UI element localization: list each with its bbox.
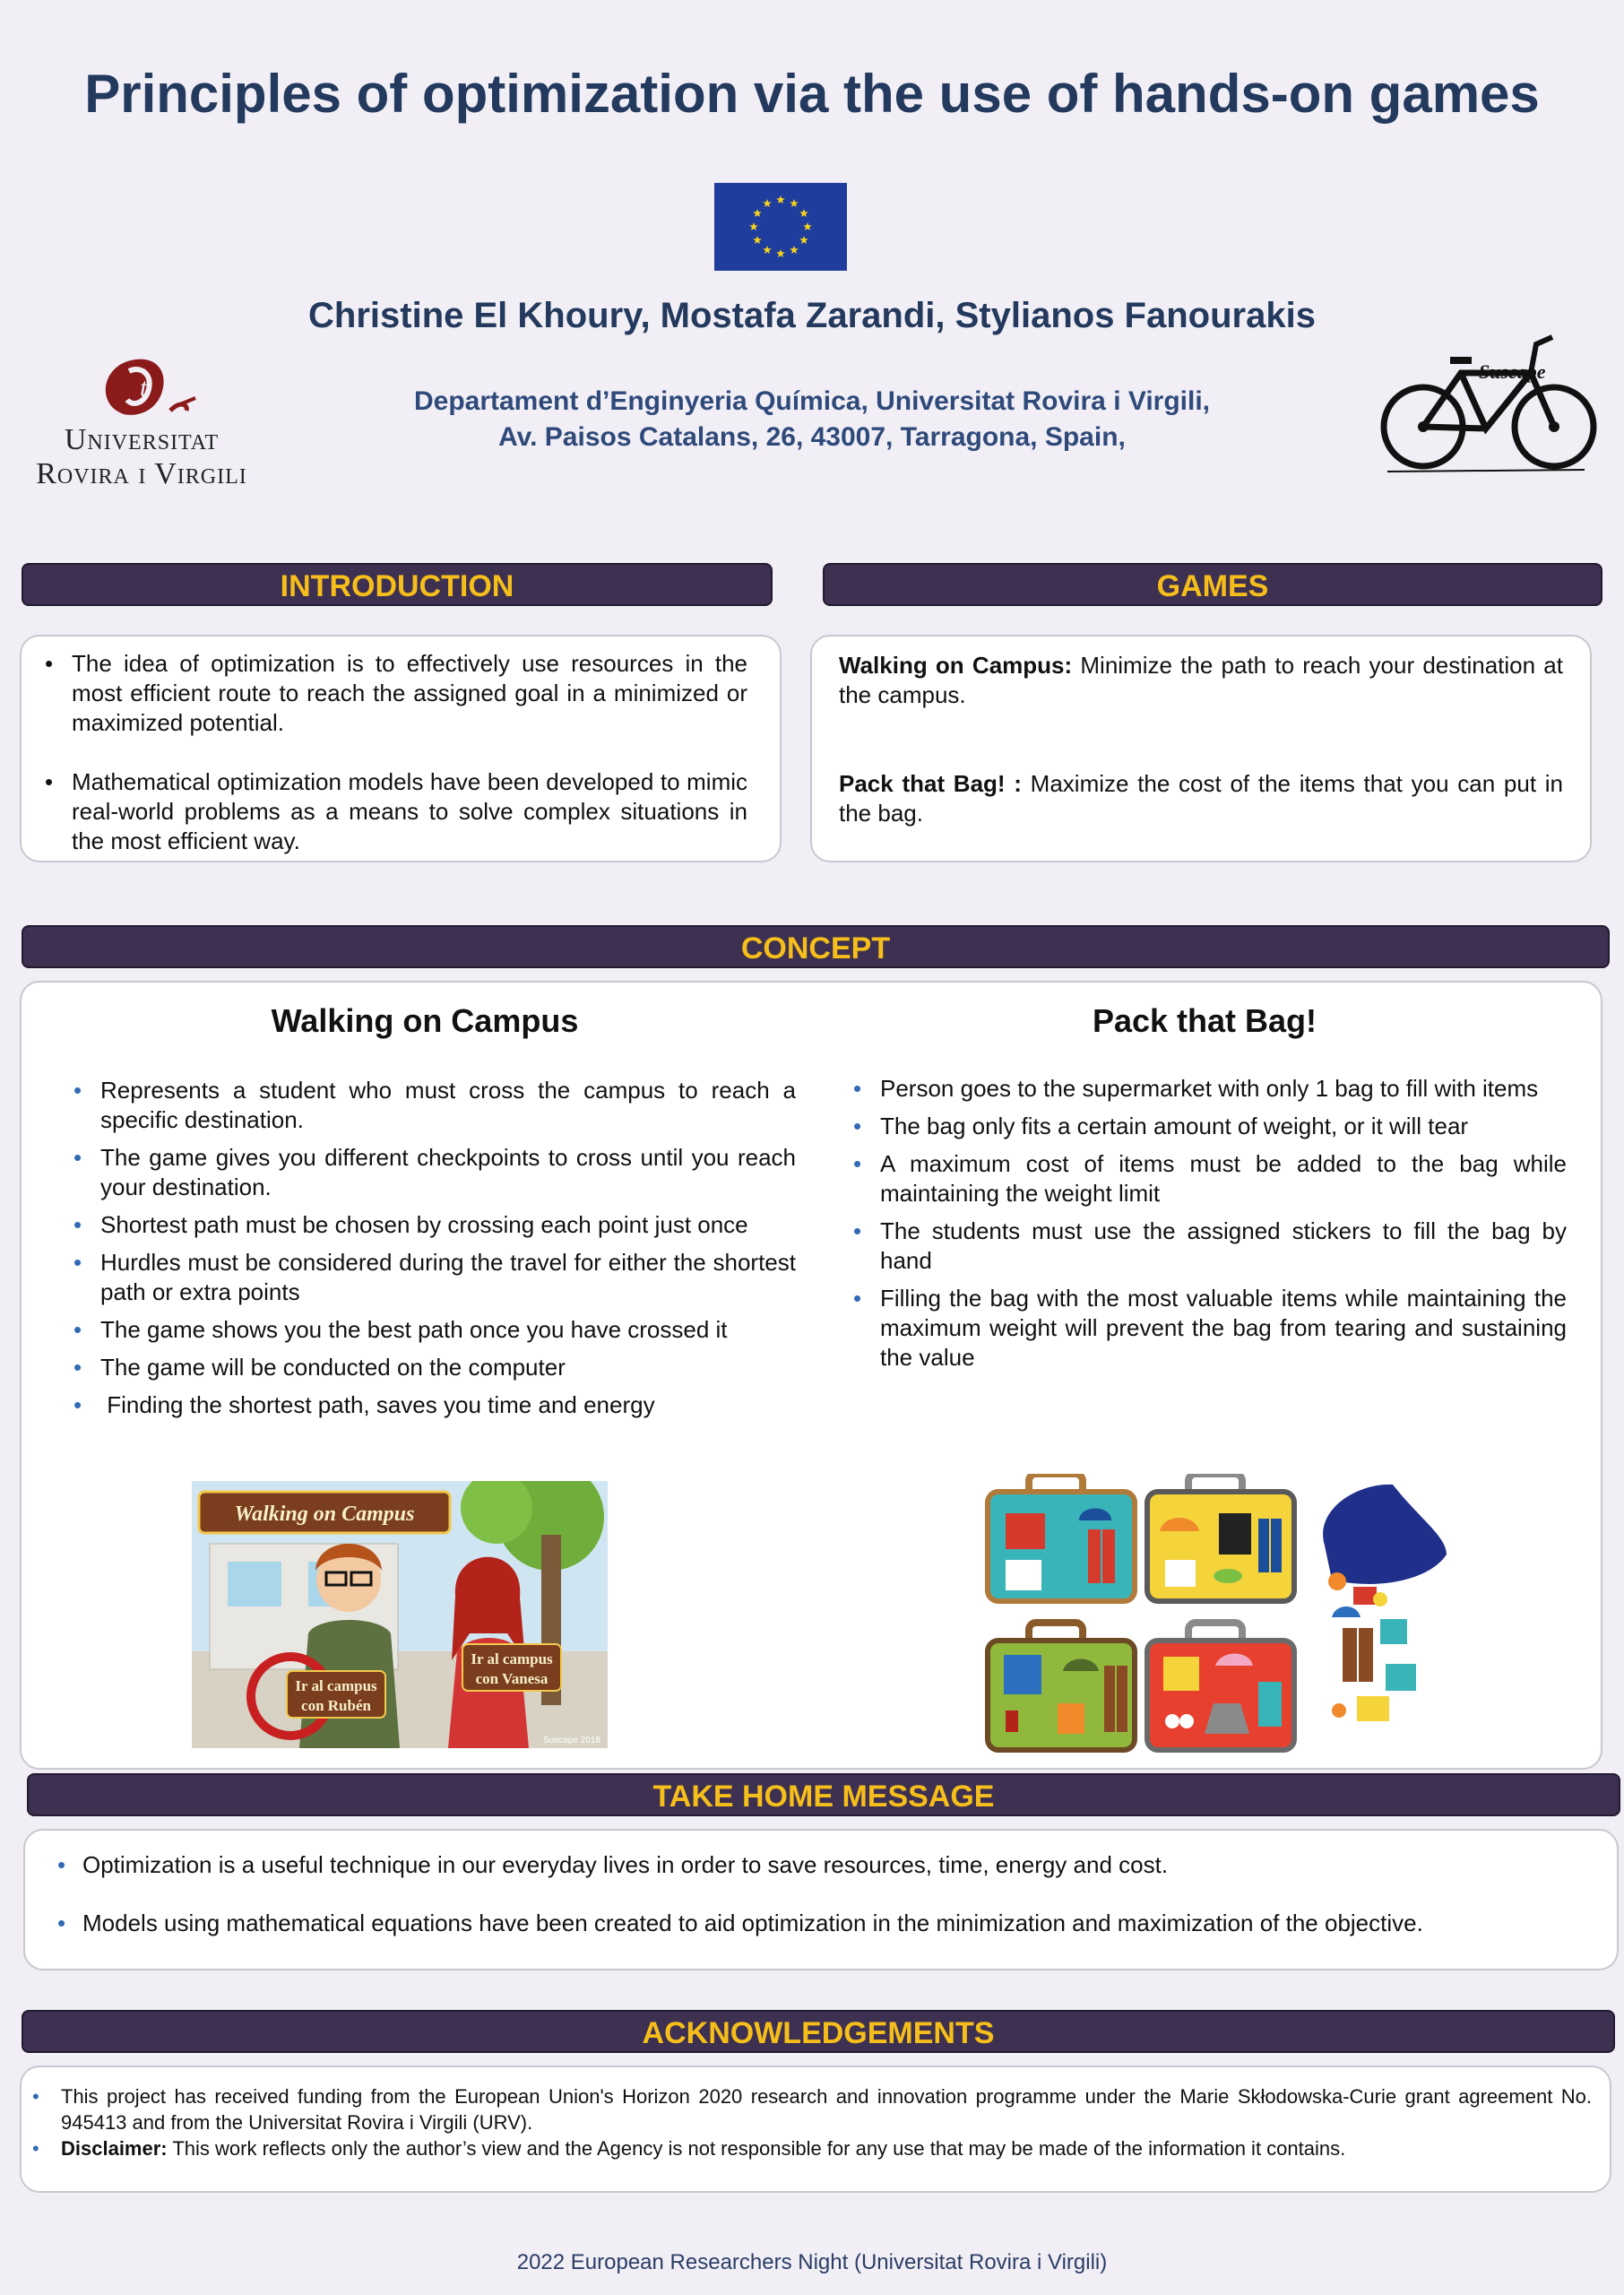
bullet-dot-icon: • [57,1851,66,1878]
take-home-list [57,1850,1588,1967]
bag-navy [1323,1485,1447,1606]
list-item: • The game shows you the best path once you have crossed it [73,1316,728,1343]
bullet-dot-icon: • [73,1391,82,1418]
bullet-dot-icon: • [853,1113,862,1139]
list-item: • The idea of optimization is to effectively use resources in the most efficient route to reach the assigned goal in a minimized or maximized potential. [45,650,747,736]
suitcase-teal [988,1474,1135,1601]
affiliation [269,384,1355,455]
footer: 2022 European Researchers Night (Universitat Rovira i Virgili) [516,2250,1108,2274]
list-item: • Hurdles must be considered during the travel for either the shortest path or extra points [73,1249,796,1305]
bike-label: Suscape [1479,360,1546,383]
urv-name-line-1: Universitat [64,423,220,456]
list-item: • Person goes to the supermarket with only 1 bag to fill with items [853,1075,1539,1102]
list-item: • Optimization is a useful technique in our everyday lives in order to save resources, time, energy and cost. [57,1851,1169,1878]
bullet-dot-icon: • [73,1354,82,1381]
list-item: • Represents a student who must cross the campus to reach a specific destination. [73,1077,796,1133]
sign-right-line-1: Ir al campus [471,1650,553,1667]
loose-stickers [1332,1606,1416,1721]
list-item: • Mathematical optimization models have been developed to mimic real-world problems as a means to solve complex situations in the most efficient way. [45,768,747,854]
list-item: • The students must use the assigned stickers to fill the bag by hand [853,1217,1567,1274]
bullet-dot-icon: • [57,1910,66,1936]
bullet-dot-icon: • [853,1075,862,1102]
bullet-dot-icon: • [32,2137,39,2160]
walking-list [73,1076,796,1428]
sign-left-line-2: con Rubén [301,1697,371,1714]
poster-title: Principles of optimization via the use of hands-on games [84,64,1540,124]
pack-list [853,1074,1567,1381]
list-item: • A maximum cost of items must be added to the bag while maintaining the weight limit [853,1150,1567,1207]
image-credit: Suscape 2018 [543,1736,600,1745]
sign-left-line-1: Ir al campus [295,1677,377,1694]
suitcase-yellow [1147,1474,1294,1601]
concept-box [20,981,1602,1770]
list-item: • Disclaimer: This work reflects only the author’s view and the Agency is not responsible for any use that may be made of the information it contains. [32,2137,1346,2160]
walking-on-campus-image [192,1481,608,1748]
bullet-dot-icon: • [45,650,54,677]
game-item-pack: Pack that Bag! : Maximize the cost of the items that you can put in the bag. [839,770,1563,827]
list-item: • Finding the shortest path, saves you time and energy [73,1391,655,1418]
urv-name [25,423,258,491]
bullet-dot-icon: • [73,1316,82,1343]
urv-name-line-2: Rovira i Virgili [36,457,247,490]
list-item: • Models using mathematical equations have been created to aid optimization in the minimization and maximization of the objective. [57,1910,1423,1936]
pack-that-bag-image [980,1474,1464,1754]
eu-flag-icon [714,183,847,271]
bullet-dot-icon: • [73,1249,82,1276]
suitcase-green [988,1623,1135,1750]
image-banner-text: Walking on Campus [234,1503,415,1526]
bullet-dot-icon: • [853,1150,862,1177]
games-heading: GAMES [823,563,1602,606]
acknowledgements-box [20,2066,1611,2193]
bullet-dot-icon: • [853,1217,862,1244]
games-box [810,635,1592,862]
bullet-dot-icon: • [45,768,54,795]
bullet-dot-icon: • [73,1211,82,1238]
introduction-box [20,635,782,862]
bullet-dot-icon: • [853,1285,862,1312]
suscape-bike-logo [1378,328,1604,481]
take-home-heading: TAKE HOME MESSAGE [27,1773,1620,1816]
concept-heading: CONCEPT [22,925,1610,968]
affiliation-line-1: Departament d’Enginyeria Química, Universitat Rovira i Virgili, [413,386,1211,416]
svg-text:t: t [140,373,148,403]
introduction-heading: INTRODUCTION [22,563,773,606]
list-item: • Shortest path must be chosen by crossing each point just once [73,1211,748,1238]
authors: Christine El Khoury, Mostafa Zarandi, Stylianos Fanourakis [308,296,1316,335]
take-home-box [23,1829,1619,1970]
bullet-dot-icon: • [73,1144,82,1171]
list-item: • Filling the bag with the most valuable items while maintaining the maximum weight will prevent the bag from tearing and sustaining the value [853,1285,1567,1371]
game-item-walking: Walking on Campus: Minimize the path to reach your destination at the campus. [839,652,1563,708]
bullet-dot-icon: • [73,1077,82,1104]
pack-title: Pack that Bag! [1092,1002,1317,1039]
acknowledgements-list [32,2083,1592,2161]
affiliation-line-2: Av. Paisos Catalans, 26, 43007, Tarragona, Spain, [498,422,1126,452]
sign-right-line-2: con Vanesa [475,1670,549,1687]
urv-emblem-icon [88,351,222,421]
walking-title: Walking on Campus [271,1002,579,1039]
list-item: • The game will be conducted on the computer [73,1354,566,1381]
list-item: • The bag only fits a certain amount of weight, or it will tear [853,1113,1469,1139]
bullet-dot-icon: • [32,2085,39,2108]
list-item: • The game gives you different checkpoints to cross until you reach your destination. [73,1144,796,1200]
acknowledgements-heading: ACKNOWLEDGEMENTS [22,2010,1615,2053]
list-item: • This project has received funding from the European Union's Horizon 2020 research and innovation programme under the Marie Skłodowska-Curie grant agreement No. 945413 and from the Universitat Rovira i Virgili (URV). [32,2085,1592,2134]
suitcase-red [1147,1623,1294,1750]
introduction-list [22,649,780,856]
urv-logo [25,351,258,490]
